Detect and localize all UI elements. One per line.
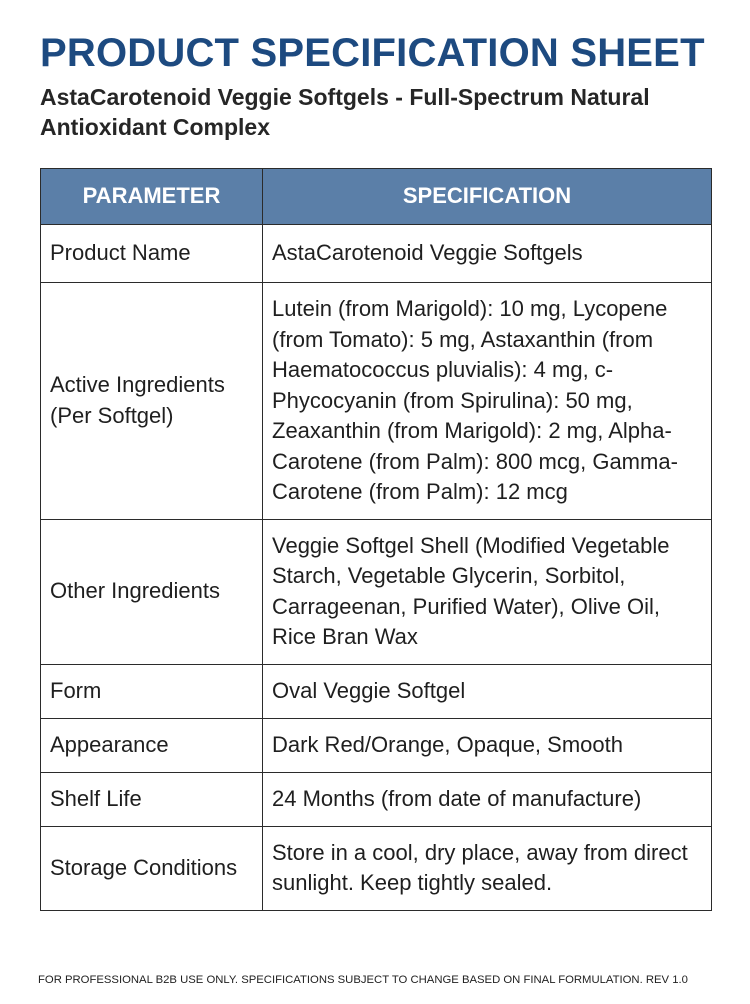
table-row-appearance [41, 718, 712, 772]
spec-table [40, 168, 712, 911]
table-row-form [41, 664, 712, 718]
table-row-storage-conditions [41, 826, 712, 910]
table-row-shelf-life [41, 772, 712, 826]
parameter-cell: Form [41, 664, 263, 718]
parameter-cell: Appearance [41, 718, 263, 772]
table-row-product-name [41, 225, 712, 283]
specification-cell: Oval Veggie Softgel [263, 664, 712, 718]
page-subtitle: AstaCarotenoid Veggie Softgels - Full-Spectrum Natural Antioxidant Complex [40, 84, 650, 140]
column-header-parameter: PARAMETER [41, 169, 263, 225]
specification-cell: AstaCarotenoid Veggie Softgels [263, 225, 712, 283]
table-header-row [41, 169, 712, 225]
specification-cell: Store in a cool, dry place, away from direct sunlight. Keep tightly sealed. [263, 826, 712, 910]
page-title: PRODUCT SPECIFICATION SHEET [40, 31, 705, 75]
footer-note: FOR PROFESSIONAL B2B USE ONLY. SPECIFICATIONS SUBJECT TO CHANGE BASED ON FINAL FORMULATION. REV 1.0 [38, 974, 688, 986]
parameter-cell: Other Ingredients [41, 519, 263, 664]
specification-cell: Lutein (from Marigold): 10 mg, Lycopene (from Tomato): 5 mg, Astaxanthin (from Haematococcus pluvialis): 4 mg, c-Phycocyanin (from Spirulina): 50 mg, Zeaxanthin (from Marigold): 2 mg, Alpha-Carotene (from Palm): 800 mcg, Gamma-Carotene (from Palm): 12 mcg [263, 283, 712, 520]
table-row-active-ingredients [41, 283, 712, 520]
parameter-cell: Shelf Life [41, 772, 263, 826]
table-row-other-ingredients [41, 519, 712, 664]
parameter-cell: Product Name [41, 225, 263, 283]
parameter-cell: Active Ingredients (Per Softgel) [41, 283, 263, 520]
specification-cell: Dark Red/Orange, Opaque, Smooth [263, 718, 712, 772]
specification-cell: Veggie Softgel Shell (Modified Vegetable Starch, Vegetable Glycerin, Sorbitol, Carrageenan, Purified Water), Olive Oil, Rice Bran Wax [263, 519, 712, 664]
parameter-cell: Storage Conditions [41, 826, 263, 910]
column-header-specification: SPECIFICATION [263, 169, 712, 225]
specification-cell: 24 Months (from date of manufacture) [263, 772, 712, 826]
